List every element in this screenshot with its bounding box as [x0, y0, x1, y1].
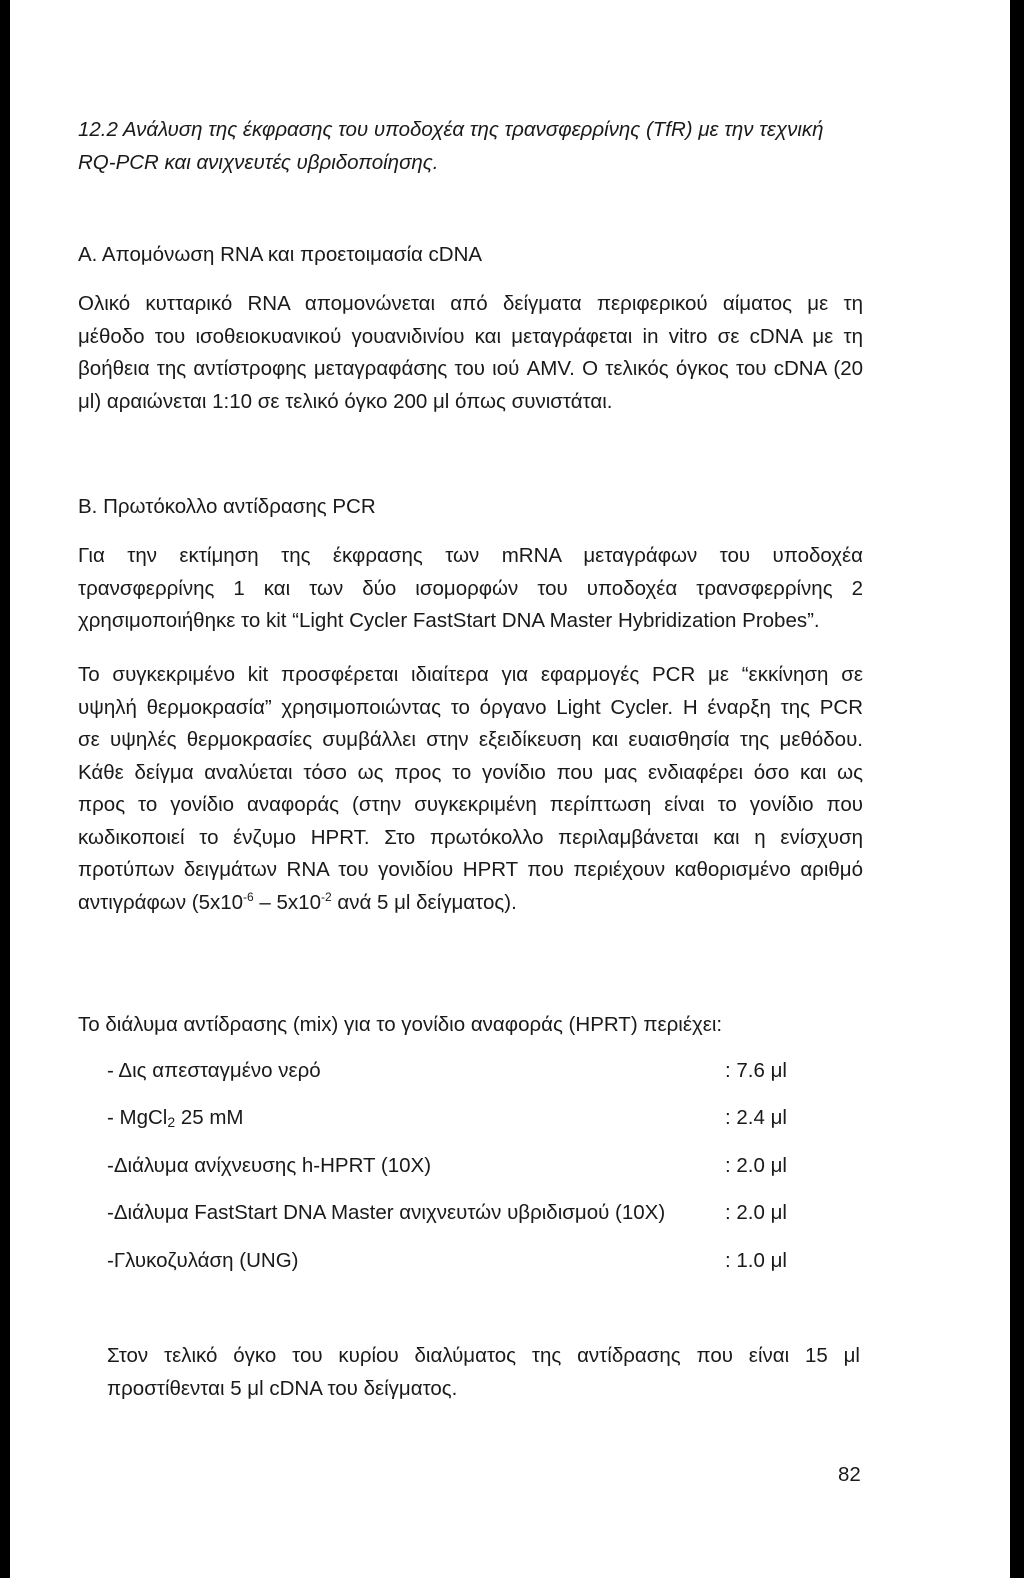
paragraph-line: προτύπων δειγμάτων RNA του γονιδίου HPRT που περιέχουν καθορισμένο αριθμό — [78, 858, 863, 881]
paragraph-line: Στον τελικό όγκο του κυρίου διαλύματος της αντίδρασης που είναι 15 μl — [107, 1344, 860, 1367]
paragraph-line: υψηλή θερμοκρασία” χρησιμοποιώντας το όργανο Light Cycler. Η έναρξη της PCR — [78, 695, 863, 719]
section-a-paragraph — [78, 288, 863, 418]
paragraph-line: χρησιμοποιήθηκε το kit “Light Cycler FastStart DNA Master Hybridization Probes”. — [78, 609, 820, 632]
ingredient-amount: : 1.0 μl — [725, 1249, 787, 1272]
paragraph-line: κωδικοποιεί το ένζυμο HPRT. Στο πρωτόκολλο περιλαμβάνεται και η ενίσχυση — [78, 825, 863, 849]
exponent: -6 — [243, 889, 254, 904]
ingredient-name: - Δις απεσταγμένο νερό — [107, 1059, 321, 1082]
heading-line-1: 12.2 Ανάλυση της έκφρασης του υποδοχέα της τρανσφερρίνης (TfR) με την τεχνική — [78, 118, 824, 141]
ingredient-amount: : 2.0 μl — [725, 1154, 787, 1177]
exponent: -2 — [320, 889, 332, 904]
subscript: 2 — [167, 1114, 176, 1130]
paragraph-line: μέθοδο του ισοθειοκυανικού γουανιδινίου και μεταγράφεται in vitro σε cDNA με τη — [78, 324, 863, 348]
paragraph-line-copies — [78, 887, 863, 920]
ingredient-amount: : 2.0 μl — [725, 1201, 787, 1224]
ingredient-amount: : 7.6 μl — [725, 1059, 787, 1082]
final-note — [107, 1340, 860, 1405]
document-page — [10, 0, 1010, 1578]
paragraph-line: Για την εκτίμηση της έκφρασης των mRNA μεταγράφων του υποδοχέα — [78, 544, 863, 567]
heading-line-2: RQ-PCR και ανιχνευτές υβριδοποίησης. — [78, 151, 439, 174]
ingredient-amount: : 2.4 μl — [725, 1106, 787, 1129]
mix-intro: Το διάλυμα αντίδρασης (mix) για το γονίδιο αναφοράς (HPRT) περιέχει: — [78, 1013, 723, 1036]
paragraph-line: προστίθενται 5 μl cDNA του δείγματος. — [107, 1376, 458, 1400]
paragraph-line: Ολικό κυτταρικό RNA απομονώνεται από δείγματα περιφερικού αίματος με τη — [78, 292, 863, 315]
ingredient-name: -Διάλυμα ανίχνευσης h-HPRT (10X) — [107, 1154, 432, 1177]
paragraph-line: προς το γονίδιο αναφοράς (στην συγκεκριμένη περίπτωση είναι το γονίδιο που — [78, 793, 863, 816]
section-heading — [78, 113, 908, 179]
section-a-title: Α. Απομόνωση RNA και προετοιμασία cDNA — [78, 243, 483, 266]
paragraph-line: τρανσφερρίνης 1 και των δύο ισομορφών του υποδοχέα τρανσφερρίνης 2 — [78, 576, 863, 600]
ingredient-name-prefix: - MgCl — [107, 1106, 168, 1129]
paragraph-line: Το συγκεκριμένο kit προσφέρεται ιδιαίτερα για εφαρμογές PCR με “εκκίνηση σε — [78, 663, 863, 686]
paragraph-line: σε υψηλές θερμοκρασίες συμβάλλει στην εξειδίκευση και ευαισθησία της μεθόδου. — [78, 728, 863, 751]
paragraph-line: βοήθεια της αντίστροφης μεταγραφάσης του ιού AMV. Ο τελικός όγκος του cDNA (20 — [78, 357, 863, 380]
section-b-title: Β. Πρωτόκολλο αντίδρασης PCR — [78, 495, 376, 518]
copies-suffix: ανά 5 μl δείγματος). — [331, 890, 517, 914]
section-b-paragraph-1 — [78, 540, 863, 638]
copies-middle: – 5x10 — [253, 890, 321, 914]
ingredient-name — [107, 1106, 244, 1130]
paragraph-line: Κάθε δείγμα αναλύεται τόσο ως προς το γονίδιο που μας ενδιαφέρει όσο και ως — [78, 760, 863, 784]
section-b-paragraph-2 — [78, 659, 863, 919]
paragraph-line: μl) αραιώνεται 1:10 σε τελικό όγκο 200 μl όπως συνιστάται. — [78, 389, 613, 413]
page-number: 82 — [838, 1463, 861, 1486]
ingredient-name-suffix: 25 mM — [175, 1106, 244, 1129]
ingredient-name: -Διάλυμα FastStart DNA Master ανιχνευτών υβριδισμού (10X) — [107, 1201, 666, 1224]
copies-prefix: αντιγράφων (5x10 — [78, 890, 244, 914]
ingredient-name: -Γλυκοζυλάση (UNG) — [107, 1249, 299, 1272]
